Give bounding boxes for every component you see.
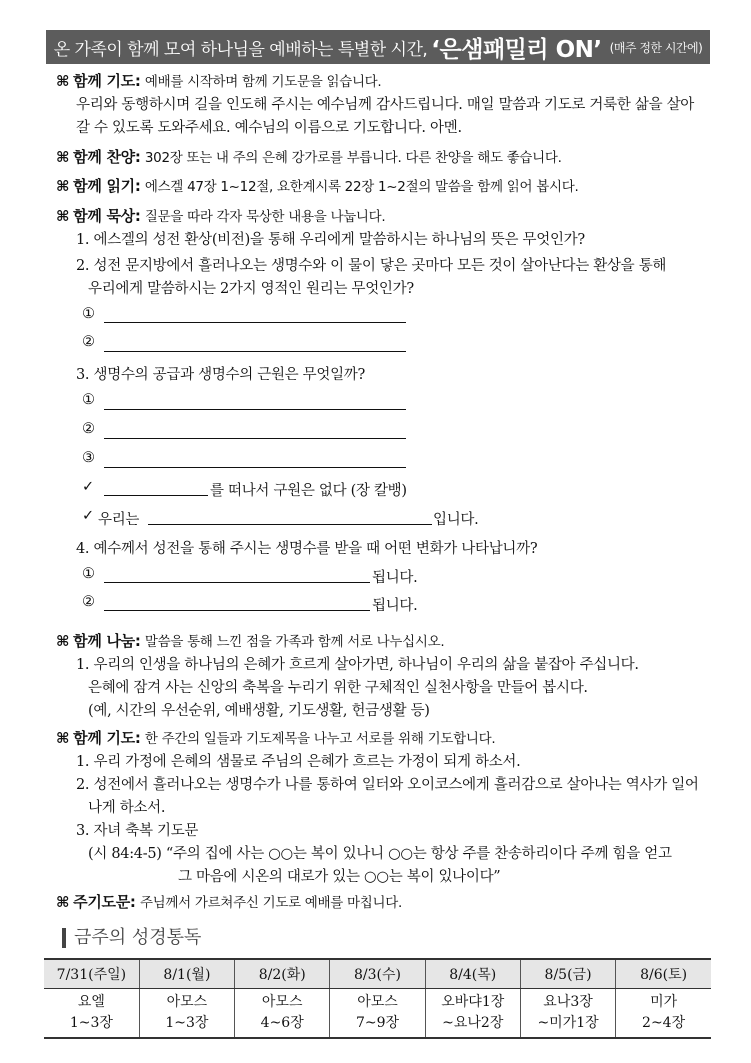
reading-cell [616, 989, 711, 1039]
section-lords-prayer-header [56, 891, 402, 912]
reading-book: 요엘 [77, 994, 105, 1010]
reading-table-title: 금주의 성경통독 [62, 928, 201, 948]
reading-chapters: ~미가1장 [537, 1015, 599, 1031]
answer-number: ① [82, 306, 95, 322]
reading-table [44, 958, 711, 1039]
section-title: 함께 읽기: [73, 177, 141, 195]
check-icon: ✓ [82, 479, 94, 495]
reading-chapters: 4~6장 [260, 1015, 304, 1031]
section-meditation-header [56, 205, 385, 226]
prayer2-line: 나게 하소서. [88, 800, 166, 816]
answer-number: ② [82, 334, 95, 350]
reading-book: 미가 [650, 994, 678, 1010]
prayer2-line: (시 84:4-5) “주의 집에 사는 ○○는 복이 있나니 ○○는 항상 주를 찬송하리이다 주께 힘을 얻고 [88, 846, 672, 862]
section-desc: 주님께서 가르쳐주신 기도로 예배를 마칩니다. [139, 895, 402, 911]
section-mark-icon: ⌘ [56, 179, 70, 195]
reading-chapters: 7~9장 [355, 1015, 400, 1031]
sharing-line: 은혜에 잠겨 사는 신앙의 축복을 누리기 위한 구체적인 실천사항을 만들어 봅시다. [88, 680, 588, 696]
prayer2-line: 2. 성전에서 흘러나오는 생명수가 나를 통하여 일터와 오이코스에게 흘러감으로 살아나는 역사가 일어 [76, 777, 699, 793]
answer-number: ① [82, 392, 95, 408]
answer-blank[interactable] [104, 495, 208, 496]
answer-blank[interactable] [104, 467, 406, 468]
section-mark-icon: ⌘ [56, 731, 70, 747]
section-desc: 에스겔 47장 1~12절, 요한계시록 22장 1~2절의 말씀을 함께 읽어 봅시다. [144, 179, 579, 195]
reading-book: 아모스 [261, 994, 303, 1010]
reading-date: 8/4(목) [425, 959, 520, 989]
reading-cell [139, 989, 234, 1039]
prayer2-line: 그 마음에 시온의 대로가 있는 ○○는 복이 있나이다” [178, 869, 501, 885]
answer-suffix: 됩니다. [372, 570, 418, 586]
answer-number: ③ [82, 450, 95, 466]
section-title: 함께 기도: [73, 729, 141, 747]
reading-book: 아모스 [166, 994, 208, 1010]
reading-cell [425, 989, 520, 1039]
answer-blank[interactable] [104, 409, 406, 410]
section-mark-icon: ⌘ [56, 895, 70, 911]
check-statement-2-prefix: 우리는 [98, 512, 140, 528]
sharing-line: (예, 시간의 우선순위, 예배생활, 기도생활, 헌금생활 등) [88, 703, 430, 719]
section-desc: 한 주간의 일들과 기도제목을 나누고 서로를 위해 기도합니다. [144, 731, 496, 747]
reading-book: 아모스 [357, 994, 398, 1010]
reading-chapters: ~요나2장 [442, 1015, 504, 1031]
banner-note: (매주 정한 시간에) [609, 40, 703, 55]
check-icon: ✓ [82, 508, 94, 524]
reading-chapters: 1~3장 [165, 1015, 209, 1031]
reading-date: 8/1(월) [139, 959, 234, 989]
reading-book: 오바댜1장 [441, 994, 505, 1010]
prayer2-line: 1. 우리 가정에 은혜의 샘물로 주님의 은혜가 흐르는 가정이 되게 하소서. [76, 754, 521, 770]
answer-blank[interactable] [104, 438, 406, 439]
section-title: 함께 묵상: [73, 207, 141, 225]
section-desc: 질문을 따라 각자 묵상한 내용을 나눕니다. [144, 209, 386, 225]
reading-date: 8/2(화) [235, 959, 330, 989]
reading-book: 요나3장 [543, 994, 593, 1010]
section-mark-icon: ⌘ [56, 634, 70, 650]
reading-cell [235, 989, 330, 1039]
section-desc: 말씀을 통해 느낀 점을 가족과 함께 서로 나누십시오. [144, 634, 445, 650]
reading-cell [44, 989, 139, 1039]
reading-date: 8/3(수) [330, 959, 425, 989]
question-4: 4. 예수께서 성전을 통해 주시는 생명수를 받을 때 어떤 변화가 나타납니까? [76, 541, 538, 557]
banner-text: 온 가족이 함께 모여 하나님을 예배하는 특별한 시간, [53, 39, 428, 60]
section-sharing-header [56, 630, 444, 651]
section-desc: 예배를 시작하며 함께 기도문을 읽습니다. [144, 74, 382, 90]
answer-number: ② [82, 594, 95, 610]
section-mark-icon: ⌘ [56, 209, 70, 225]
reading-table-row [44, 989, 711, 1039]
prayer2-line: 3. 자녀 축복 기도문 [76, 823, 199, 839]
question-3: 3. 생명수의 공급과 생명수의 근원은 무엇일까? [76, 367, 365, 383]
reading-cell [330, 989, 425, 1039]
section-reading-header [56, 175, 578, 196]
question-2: 2. 성전 문지방에서 흘러나오는 생명수와 이 물이 닿은 곳마다 모든 것이 살아난다는 환상을 통해 [76, 258, 667, 274]
section-title: 주기도문: [73, 893, 136, 911]
prayer1-line: 우리와 동행하시며 길을 인도해 주시는 예수님께 감사드립니다. 매일 말씀과 기도로 거룩한 삶을 살아 [76, 97, 695, 113]
page-banner [46, 30, 710, 64]
banner-brand: ‘은샘패밀리 ON’ [431, 36, 602, 63]
check-statement-2-suffix: 입니다. [433, 512, 479, 528]
reading-date: 7/31(주일) [44, 959, 139, 989]
section-prayer2-header [56, 727, 495, 748]
sharing-line: 1. 우리의 인생을 하나님의 은혜가 흐르게 살아가면, 하나님이 우리의 삶을 붙잡아 주십니다. [76, 657, 639, 673]
answer-blank[interactable] [104, 322, 406, 323]
answer-suffix: 됩니다. [372, 598, 418, 614]
section-mark-icon: ⌘ [56, 150, 70, 166]
question-1: 1. 에스겔의 성전 환상(비전)을 통해 우리에게 말씀하시는 하나님의 뜻은 무엇인가? [76, 232, 585, 248]
reading-date: 8/5(금) [520, 959, 615, 989]
reading-table-header-row [44, 959, 711, 989]
section-title: 함께 찬양: [73, 148, 141, 166]
answer-number: ① [82, 566, 95, 582]
answer-number: ② [82, 421, 95, 437]
answer-blank[interactable] [104, 351, 406, 352]
reading-chapters: 2~4장 [642, 1015, 686, 1031]
answer-blank[interactable] [104, 582, 370, 583]
reading-date: 8/6(토) [616, 959, 711, 989]
answer-blank[interactable] [148, 524, 432, 525]
section-title: 함께 기도: [73, 72, 141, 90]
check-statement-1: 를 떠나서 구원은 없다 (장 칼뱅) [210, 483, 407, 499]
question-2-cont: 우리에게 말씀하시는 2가지 영적인 원리는 무엇인가? [88, 281, 414, 297]
section-mark-icon: ⌘ [56, 74, 70, 90]
prayer1-line: 갈 수 있도록 도와주세요. 예수님의 이름으로 기도합니다. 아멘. [76, 120, 462, 136]
section-title: 함께 나눔: [73, 632, 141, 650]
section-prayer1-header [56, 70, 381, 91]
reading-cell [520, 989, 615, 1039]
reading-chapters: 1~3장 [69, 1015, 113, 1031]
section-desc: 302장 또는 내 주의 은혜 강가로를 부릅니다. 다른 찬양을 해도 좋습니다. [144, 150, 562, 166]
answer-blank[interactable] [104, 610, 370, 611]
section-hymn-header [56, 146, 562, 167]
